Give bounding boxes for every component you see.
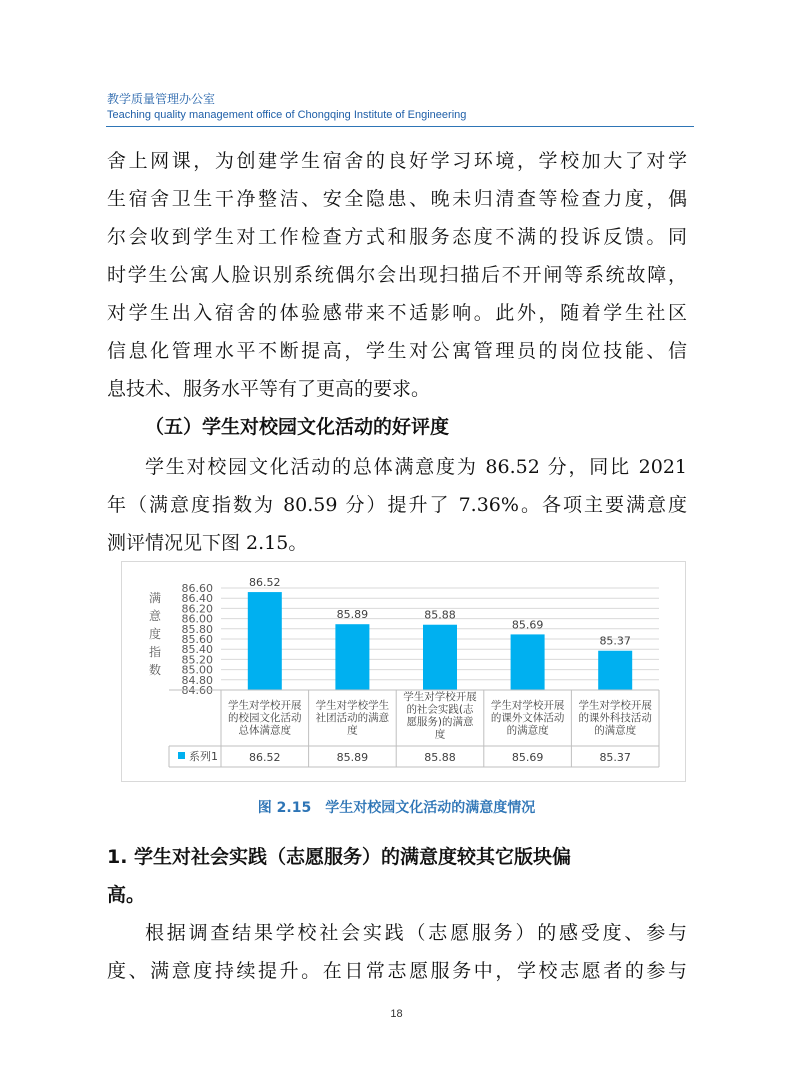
paragraph-line: 信息化管理水平不断提高，学生对公寓管理员的岗位技能、信 xyxy=(107,340,687,362)
paragraph-2 xyxy=(107,448,687,562)
y-tick-label: 86.00 xyxy=(181,612,213,626)
data-label: 85.88 xyxy=(424,608,456,622)
table-value: 86.52 xyxy=(249,751,281,764)
bar-chart-frame xyxy=(121,561,686,782)
paragraph-line: 息技术、服务水平等有了更高的要求。 xyxy=(107,378,431,400)
x-category-label: 学生对学校开展 xyxy=(228,699,302,712)
x-category-label: 学生对学校学生 xyxy=(315,699,390,712)
legend-label: 系列1 xyxy=(189,750,218,763)
y-tick-label: 84.60 xyxy=(181,684,213,697)
heading-line: 高。 xyxy=(107,884,146,906)
y-tick-label: 85.00 xyxy=(181,663,213,677)
paragraph-line: 学生对校园文化活动的总体满意度为 86.52 分，同比 2021 xyxy=(145,456,687,478)
paragraph-line: 尔会收到学生对工作检查方式和服务态度不满的投诉反馈。同 xyxy=(107,226,687,248)
paragraph-line: 根据调查结果学校社会实践（志愿服务）的感受度、参与 xyxy=(145,922,687,944)
paragraph-line: 舍上网课，为创建学生宿舍的良好学习环境，学校加大了对学 xyxy=(107,150,687,172)
y-axis-label-char: 满 xyxy=(148,591,162,605)
paragraph-line: 度、满意度持续提升。在日常志愿服务中，学校志愿者的参与 xyxy=(107,960,687,982)
x-category-label: 愿服务)的满意 xyxy=(406,716,474,728)
paragraph-line: 生宿舍卫生干净整洁、安全隐患、晚未归清查等检查力度，偶 xyxy=(107,188,687,210)
y-axis-label-char: 指 xyxy=(148,645,162,659)
paragraph-1 xyxy=(107,142,687,408)
legend-swatch xyxy=(178,752,185,759)
bar xyxy=(248,592,282,690)
table-value: 85.69 xyxy=(511,751,544,764)
y-axis-label-char: 意 xyxy=(148,609,162,623)
page-number: 18 xyxy=(390,1008,403,1020)
section-heading: （五）学生对校园文化活动的好评度 xyxy=(145,416,450,438)
y-tick-label: 86.40 xyxy=(181,592,213,606)
x-category-label: 社团活动的满意 xyxy=(315,711,390,724)
table-value: 85.89 xyxy=(336,751,369,764)
y-tick-label: 85.80 xyxy=(181,622,213,636)
x-category-label: 学生对学校开展 xyxy=(490,699,565,712)
table-value: 85.37 xyxy=(599,751,631,764)
header-divider xyxy=(106,126,694,127)
header-title-en: Teaching quality management office of Chongqing Institute of Engineering xyxy=(107,109,467,121)
paragraph-3 xyxy=(107,914,687,990)
x-category-label: 学生对学校开展 xyxy=(578,699,652,712)
item-1-heading xyxy=(107,838,687,914)
y-tick-label: 84.80 xyxy=(181,673,213,687)
data-label: 85.89 xyxy=(336,608,369,622)
data-label: 85.37 xyxy=(599,634,631,648)
bar xyxy=(335,624,369,690)
paragraph-line: 对学生出入宿舍的体验感带来不适影响。此外，随着学生社区 xyxy=(107,302,687,324)
y-axis-label-char: 数 xyxy=(148,663,162,677)
x-category-label: 的满意度 xyxy=(506,724,549,737)
bar xyxy=(423,625,457,690)
y-tick-label: 85.20 xyxy=(181,653,213,667)
data-label: 85.69 xyxy=(511,618,544,632)
bar xyxy=(598,651,632,690)
x-category-label: 的课外科技活动 xyxy=(578,711,652,724)
data-label: 86.52 xyxy=(249,576,281,590)
table-value: 85.88 xyxy=(424,751,456,764)
x-category-label: 学生对学校开展 xyxy=(403,691,477,703)
x-category-label: 总体满意度 xyxy=(238,724,292,737)
y-tick-label: 86.60 xyxy=(181,582,213,595)
paragraph-line: 年（满意度指数为 80.59 分）提升了 7.36%。各项主要满意度 xyxy=(107,494,687,516)
figure-caption: 图 2.15 学生对校园文化活动的满意度情况 xyxy=(257,800,536,816)
y-axis-label-char: 度 xyxy=(148,627,162,641)
x-category-label: 的校园文化活动 xyxy=(228,711,302,724)
x-category-label: 度 xyxy=(347,724,358,737)
paragraph-line: 时学生公寓人脸识别系统偶尔会出现扫描后不开闸等系统故障， xyxy=(107,264,687,286)
bar xyxy=(511,634,545,690)
x-category-label: 度 xyxy=(434,728,446,741)
bar-chart xyxy=(122,562,685,781)
y-tick-label: 86.20 xyxy=(181,602,213,616)
x-category-label: 的满意度 xyxy=(594,724,637,737)
heading-line: 1. 学生对社会实践（志愿服务）的满意度较其它版块偏 xyxy=(107,846,572,868)
y-tick-label: 85.40 xyxy=(181,643,213,657)
x-category-label: 的课外文体活动 xyxy=(490,711,565,724)
header-title-cn: 教学质量管理办公室 xyxy=(107,92,216,106)
y-tick-label: 85.60 xyxy=(181,633,213,646)
paragraph-line: 测评情况见下图 2.15。 xyxy=(107,532,308,554)
x-category-label: 的社会实践(志 xyxy=(406,703,474,716)
